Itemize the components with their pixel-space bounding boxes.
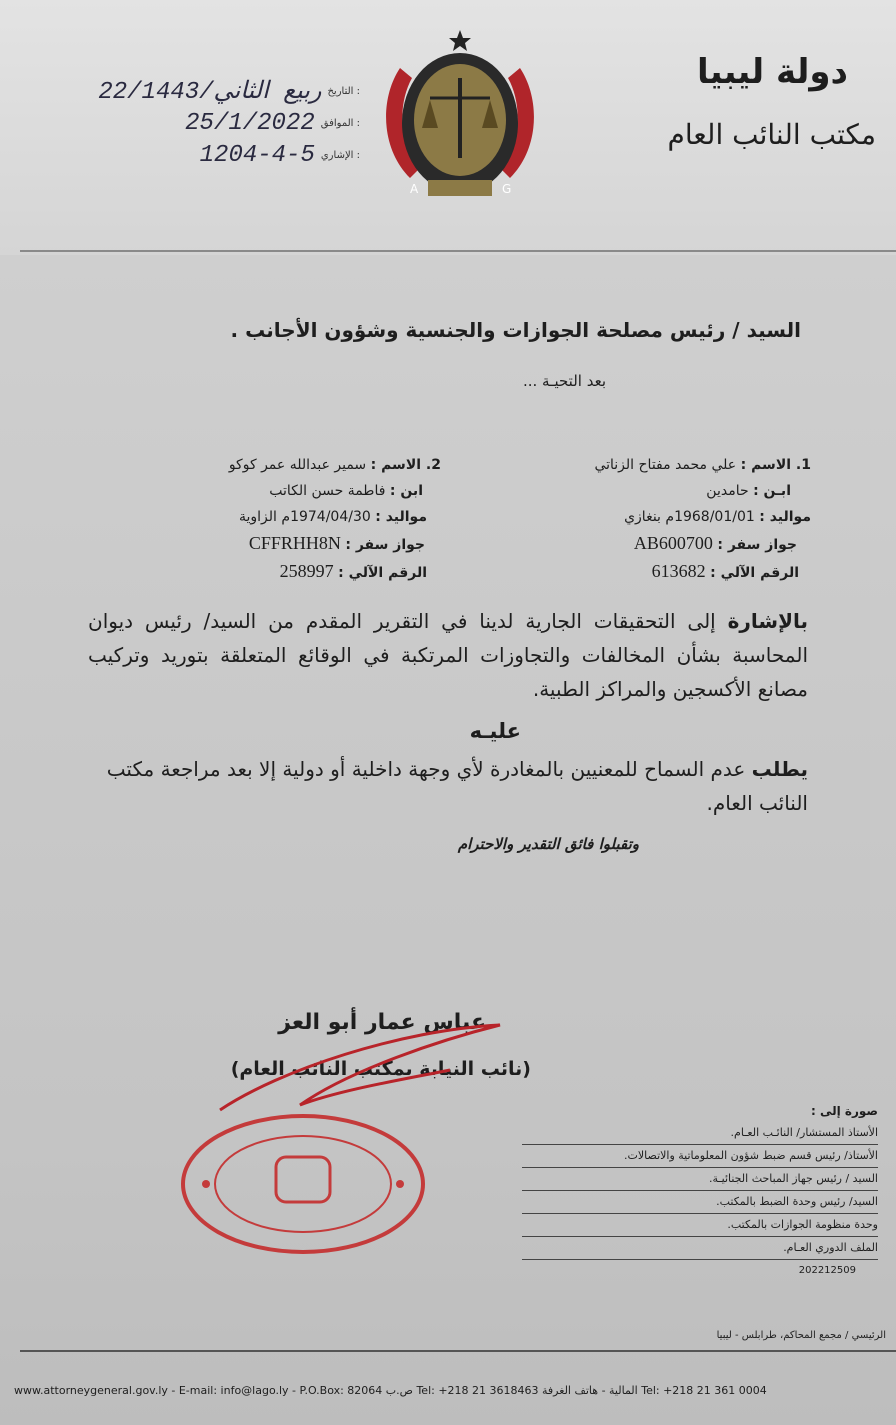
reference-label: الإشاري : <box>320 149 360 161</box>
birth-label: مواليد : <box>759 509 811 525</box>
svg-text:A: A <box>410 182 419 196</box>
corresponding-label: الموافق : <box>320 117 360 129</box>
footer-contact: www.attorneygeneral.gov.ly - E-mail: info@lago.ly - P.O.Box: 82064 ص.ب Tel: +218 21 3618463 المالية - هاتف الغرفة Tel: +218 21 361 0004 <box>14 1384 767 1397</box>
footer-divider <box>20 1350 896 1352</box>
name-label: 2. الاسم : <box>370 457 441 473</box>
body-paragraph <box>88 604 808 706</box>
footer-address: الرئيسي / مجمع المحاكم، طرابلس - ليبيا <box>716 1330 886 1341</box>
national-id: 613682 <box>651 561 706 581</box>
cc-item: الملف الدوري العـام. <box>522 1237 878 1260</box>
cc-item: الأستاذ/ رئيس قسم ضبط شؤون المعلوماتية والاتصالات. <box>522 1145 878 1168</box>
signer-title: (نائب النيابة بمكتب النائب العام) <box>230 1058 531 1080</box>
passport-number: AB600700 <box>633 533 713 553</box>
cc-list <box>508 1100 878 1282</box>
birth-value: 1974/04/30م الزاوية <box>239 509 371 525</box>
phones: Tel: +218 21 3618463 المالية - هاتف الغرفة Tel: +218 21 361 0004 <box>416 1384 767 1397</box>
parent-name: فاطمة حسن الكاتب <box>269 483 386 499</box>
request-text: عدم السماح للمعنيين بالمغادرة لأي وجهة داخلية أو دولية إلا بعد مراجعة مكتب النائب العام. <box>106 757 808 815</box>
name-label: 1. الاسم : <box>740 457 811 473</box>
svg-text:G: G <box>502 182 512 196</box>
closing-line: وتقبلوا فائق التقدير والاحترام <box>457 835 639 853</box>
parent-label: ابن : <box>389 483 423 499</box>
therefore-heading: عليـه <box>469 719 521 743</box>
greeting: بعد التحيـة ... <box>522 372 606 390</box>
person-1 <box>594 452 811 586</box>
po-box: P.O.Box: 82064 ص.ب <box>299 1384 413 1397</box>
cc-item: السيد/ رئيس وحدة الضبط بالمكتب. <box>522 1191 878 1214</box>
passport-number: CFFRHH8N <box>248 533 341 553</box>
reference-number: 1204-4-5 <box>199 141 315 169</box>
passport-label: جواز سفر : <box>717 537 797 553</box>
parent-label: ابـن : <box>753 483 791 499</box>
id-label: الرقم الآلي : <box>338 565 427 581</box>
official-stamp <box>178 1112 428 1257</box>
parent-name: حامدين <box>706 483 749 499</box>
person-2 <box>229 452 441 586</box>
email-link[interactable]: E-mail: info@lago.ly <box>178 1384 289 1397</box>
request-paragraph <box>88 752 808 820</box>
reference-block <box>0 75 360 171</box>
person-name: سمير عبدالله عمر كوكو <box>228 457 367 473</box>
cc-item: الأستاذ المستشار/ النائـب العـام. <box>522 1122 878 1145</box>
cc-item: السيد / رئيس جهاز المباحث الجنائيـة. <box>522 1168 878 1191</box>
hijri-date: 22/ربيع الثاني/1443 <box>98 79 322 106</box>
body-text: إلى التحقيقات الجارية لدينا في التقرير المقدم من السيد/ رئيس ديوان المحاسبة بشأن المخالفات والتجاوزات المرتكبة في الوقائع المتعلقة بتوريد وتركيب مصانع الأكسجين والمراكز الطبية. <box>88 609 808 701</box>
gregorian-date: 25/1/2022 <box>185 109 315 137</box>
date-label: التاريخ : <box>327 85 360 97</box>
file-code: 202212509 <box>798 1265 856 1276</box>
passport-label: جواز سفر : <box>345 537 425 553</box>
header-divider <box>20 250 896 252</box>
state-name: دولة ليبيا <box>697 52 848 92</box>
cc-title: صورة إلى : <box>810 1104 878 1118</box>
cc-item: وحدة منظومة الجوازات بالمكتب. <box>522 1214 878 1237</box>
id-label: الرقم الآلي : <box>710 565 799 581</box>
national-id: 258997 <box>279 561 334 581</box>
addressee: السيد / رئيس مصلحة الجوازات والجنسية وشؤون الأجانب . <box>230 318 801 342</box>
birth-value: 1968/01/01م بنغازي <box>624 509 755 525</box>
office-name: مكتب النائب العام <box>667 118 876 151</box>
signer-name: عباس عمار أبو العز <box>278 1010 486 1035</box>
body-lead: بالإشارة <box>727 609 808 633</box>
letter-body <box>88 604 808 856</box>
website-link[interactable]: www.attorneygeneral.gov.ly <box>14 1384 168 1397</box>
birth-label: مواليد : <box>375 509 427 525</box>
person-name: علي محمد مفتاح الزناتي <box>594 457 737 473</box>
emblem-logo <box>370 28 550 208</box>
request-lead: يطلب <box>751 757 808 781</box>
